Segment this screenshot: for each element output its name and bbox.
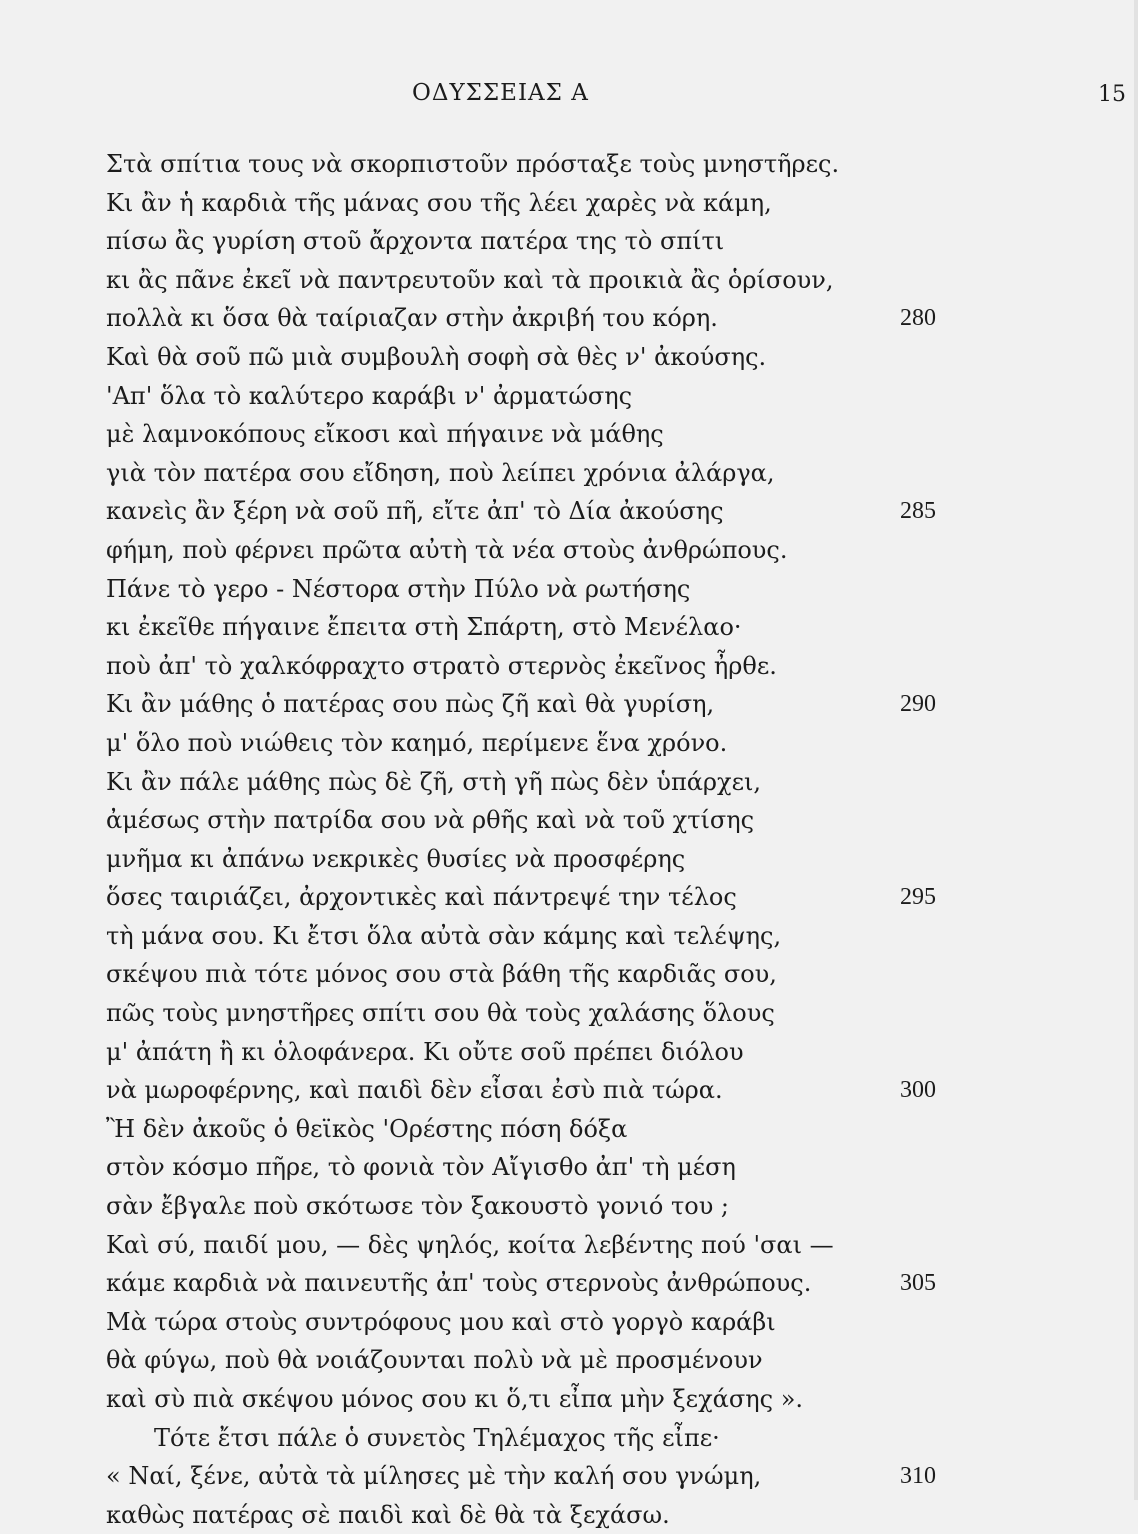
verse-line xyxy=(106,1071,1066,1110)
verse-line xyxy=(106,763,1066,802)
verse-text: Πάνε τὸ γερο - Νέστορα στὴν Πύλο νὰ ρωτήσης xyxy=(106,574,691,603)
verse-text: μ' ἀπάτη ἢ κι ὁλοφάνερα. Κι οὔτε σοῦ πρέπει διόλου xyxy=(106,1037,744,1066)
verse-text: « Ναί, ξένε, αὐτὰ τὰ μίλησες μὲ τὴν καλή σου γνώμη, xyxy=(106,1462,762,1491)
verse-text: σκέψου πιὰ τότε μόνος σου στὰ βάθη τῆς καρδιᾶς σου, xyxy=(106,960,777,989)
verse-line xyxy=(106,261,1066,300)
verse-text: καθὼς πατέρας σὲ παιδὶ καὶ δὲ θὰ τὰ ξεχάσω. xyxy=(106,1500,670,1529)
line-number: 285 xyxy=(900,498,936,525)
verse-text: κάμε καρδιὰ νὰ παινευτῆς ἀπ' τοὺς στερνοὺς ἀνθρώπους. xyxy=(106,1269,812,1298)
line-number: 280 xyxy=(900,305,936,332)
verse-line xyxy=(106,1033,1066,1072)
running-head xyxy=(0,80,1138,110)
line-number: 290 xyxy=(900,691,936,718)
verse-line xyxy=(106,1496,1066,1534)
verse-text: καὶ σὺ πιὰ σκέψου μόνος σου κι ὅ,τι εἶπα μὴν ξεχάσης ». xyxy=(106,1385,804,1413)
verse-line xyxy=(106,1148,1066,1187)
verse-line xyxy=(106,145,1066,184)
verse-text: μνῆμα κι ἀπάνω νεκρικὲς θυσίες νὰ προσφέρης xyxy=(106,844,686,873)
verse-text: κι ἐκεῖθε πήγαινε ἔπειτα στὴ Σπάρτη, στὸ Μενέλαο· xyxy=(106,613,742,642)
verse-text: Κι ἂν πάλε μάθης πὼς δὲ ζῆ, στὴ γῆ πὼς δὲν ὑπάρχει, xyxy=(106,767,762,796)
verse-text: τὴ μάνα σου. Κι ἔτσι ὅλα αὐτὰ σὰν κάμης καὶ τελέψης, xyxy=(106,921,782,950)
line-number: 295 xyxy=(900,884,936,911)
verse-line xyxy=(106,1264,1066,1303)
verse-line xyxy=(106,685,1066,724)
verse-line xyxy=(106,878,1066,917)
verse-text: Κι ἂν μάθης ὁ πατέρας σου πὼς ζῆ καὶ θὰ γυρίση, xyxy=(106,690,715,719)
verse-text: μ' ὅλο ποὺ νιώθεις τὸν καημό, περίμενε ἕνα χρόνο. xyxy=(106,728,728,757)
verse-text: Ἢ δὲν ἀκοῦς ὁ θεϊκὸς 'Ορέστης πόση δόξα xyxy=(106,1114,628,1143)
verse-text: φήμη, ποὺ φέρνει πρῶτα αὐτὴ τὰ νέα στοὺς ἀνθρώπους. xyxy=(106,535,788,564)
page-edge xyxy=(1134,0,1138,1500)
verse-text: Κι ἂν ἡ καρδιὰ τῆς μάνας σου τῆς λέει χαρὲς νὰ κάμη, xyxy=(106,188,772,217)
verse-line xyxy=(106,1380,1066,1419)
verse-line xyxy=(106,801,1066,840)
verse-text: μὲ λαμνοκόπους εἴκοσι καὶ πήγαινε νὰ μάθης xyxy=(106,420,664,449)
verse-line xyxy=(106,840,1066,879)
verse-line xyxy=(106,570,1066,609)
verse-text: ποὺ ἀπ' τὸ χαλκόφραχτο στρατὸ στερνὸς ἐκεῖνος ἦρθε. xyxy=(106,651,777,680)
verse-text: θὰ φύγω, ποὺ θὰ νοιάζουνται πολὺ νὰ μὲ προσμένουν xyxy=(106,1346,763,1375)
verse-text: ἀμέσως στὴν πατρίδα σου νὰ ρθῆς καὶ νὰ τοῦ χτίσης xyxy=(106,806,755,835)
verse-line xyxy=(106,415,1066,454)
verse-line xyxy=(106,1303,1066,1342)
verse-text: πίσω ἂς γυρίση στοῦ ἄρχοντα πατέρα της τὸ σπίτι xyxy=(106,227,725,256)
verse-line xyxy=(106,338,1066,377)
verse-line xyxy=(106,1110,1066,1149)
verse-line xyxy=(106,1457,1066,1496)
verse-text: ὅσες ταιριάζει, ἀρχοντικὲς καὶ πάντρεψέ την τέλος xyxy=(106,883,737,912)
verse-line xyxy=(106,377,1066,416)
verse-text: πολλὰ κι ὅσα θὰ ταίριαζαν στὴν ἀκριβή του κόρη. xyxy=(106,304,718,333)
verse-text: στὸν κόσμο πῆρε, τὸ φονιὰ τὸν Αἴγισθο ἀπ' τὴ μέση xyxy=(106,1153,736,1182)
verse-text: γιὰ τὸν πατέρα σου εἴδηση, ποὺ λείπει χρόνια ἀλάργα, xyxy=(106,458,775,487)
verse-text: 'Απ' ὅλα τὸ καλύτερο καράβι ν' ἀρματώσης xyxy=(106,381,633,410)
line-number: 305 xyxy=(900,1270,936,1297)
verse-text: Μὰ τώρα στοὺς συντρόφους μου καὶ στὸ γοργὸ καράβι xyxy=(106,1307,776,1336)
verse-line xyxy=(106,1187,1066,1226)
verse-line xyxy=(106,299,1066,338)
verse-block xyxy=(106,145,1066,1534)
verse-text: Καὶ θὰ σοῦ πῶ μιὰ συμβουλὴ σοφὴ σὰ θὲς ν' ἀκούσης. xyxy=(106,342,767,371)
verse-line xyxy=(106,647,1066,686)
verse-line xyxy=(106,724,1066,763)
verse-line xyxy=(106,1341,1066,1380)
verse-line xyxy=(106,454,1066,493)
verse-line xyxy=(106,184,1066,223)
verse-line xyxy=(106,917,1066,956)
verse-line xyxy=(106,994,1066,1033)
verse-text: σὰν ἔβγαλε ποὺ σκότωσε τὸν ξακουστὸ γονιό του ; xyxy=(106,1192,730,1221)
verse-text: Τότε ἔτσι πάλε ὁ συνετὸς Τηλέμαχος τῆς εἶπε· xyxy=(154,1423,720,1452)
line-number: 300 xyxy=(900,1077,936,1104)
verse-text: Καὶ σύ, παιδί μου, — δὲς ψηλός, κοίτα λεβέντης πού 'σαι — xyxy=(106,1230,834,1259)
verse-text: κανεὶς ἂν ξέρη νὰ σοῦ πῆ, εἴτε ἀπ' τὸ Δία ἀκούσης xyxy=(106,497,724,526)
verse-line xyxy=(106,1226,1066,1265)
verse-line xyxy=(106,531,1066,570)
verse-line xyxy=(106,1419,1066,1458)
verse-line xyxy=(106,492,1066,531)
verse-text: Στὰ σπίτια τους νὰ σκορπιστοῦν πρόσταξε τοὺς μνηστῆρες. xyxy=(106,150,840,178)
line-number: 310 xyxy=(900,1463,936,1490)
verse-line xyxy=(106,222,1066,261)
verse-line xyxy=(106,608,1066,647)
verse-line xyxy=(106,955,1066,994)
verse-text: πῶς τοὺς μνηστῆρες σπίτι σου θὰ τοὺς χαλάσης ὅλους xyxy=(106,999,775,1028)
verse-text: κι ἂς πᾶνε ἐκεῖ νὰ παντρευτοῦν καὶ τὰ προικιὰ ἂς ὁρίσουν, xyxy=(106,265,834,294)
running-title: ΟΔΥΣΣΕΙΑΣ Α xyxy=(412,80,589,106)
verse-text: νὰ μωροφέρνης, καὶ παιδὶ δὲν εἶσαι ἐσὺ πιὰ τώρα. xyxy=(106,1076,723,1105)
page-number: 15 xyxy=(1098,82,1126,107)
